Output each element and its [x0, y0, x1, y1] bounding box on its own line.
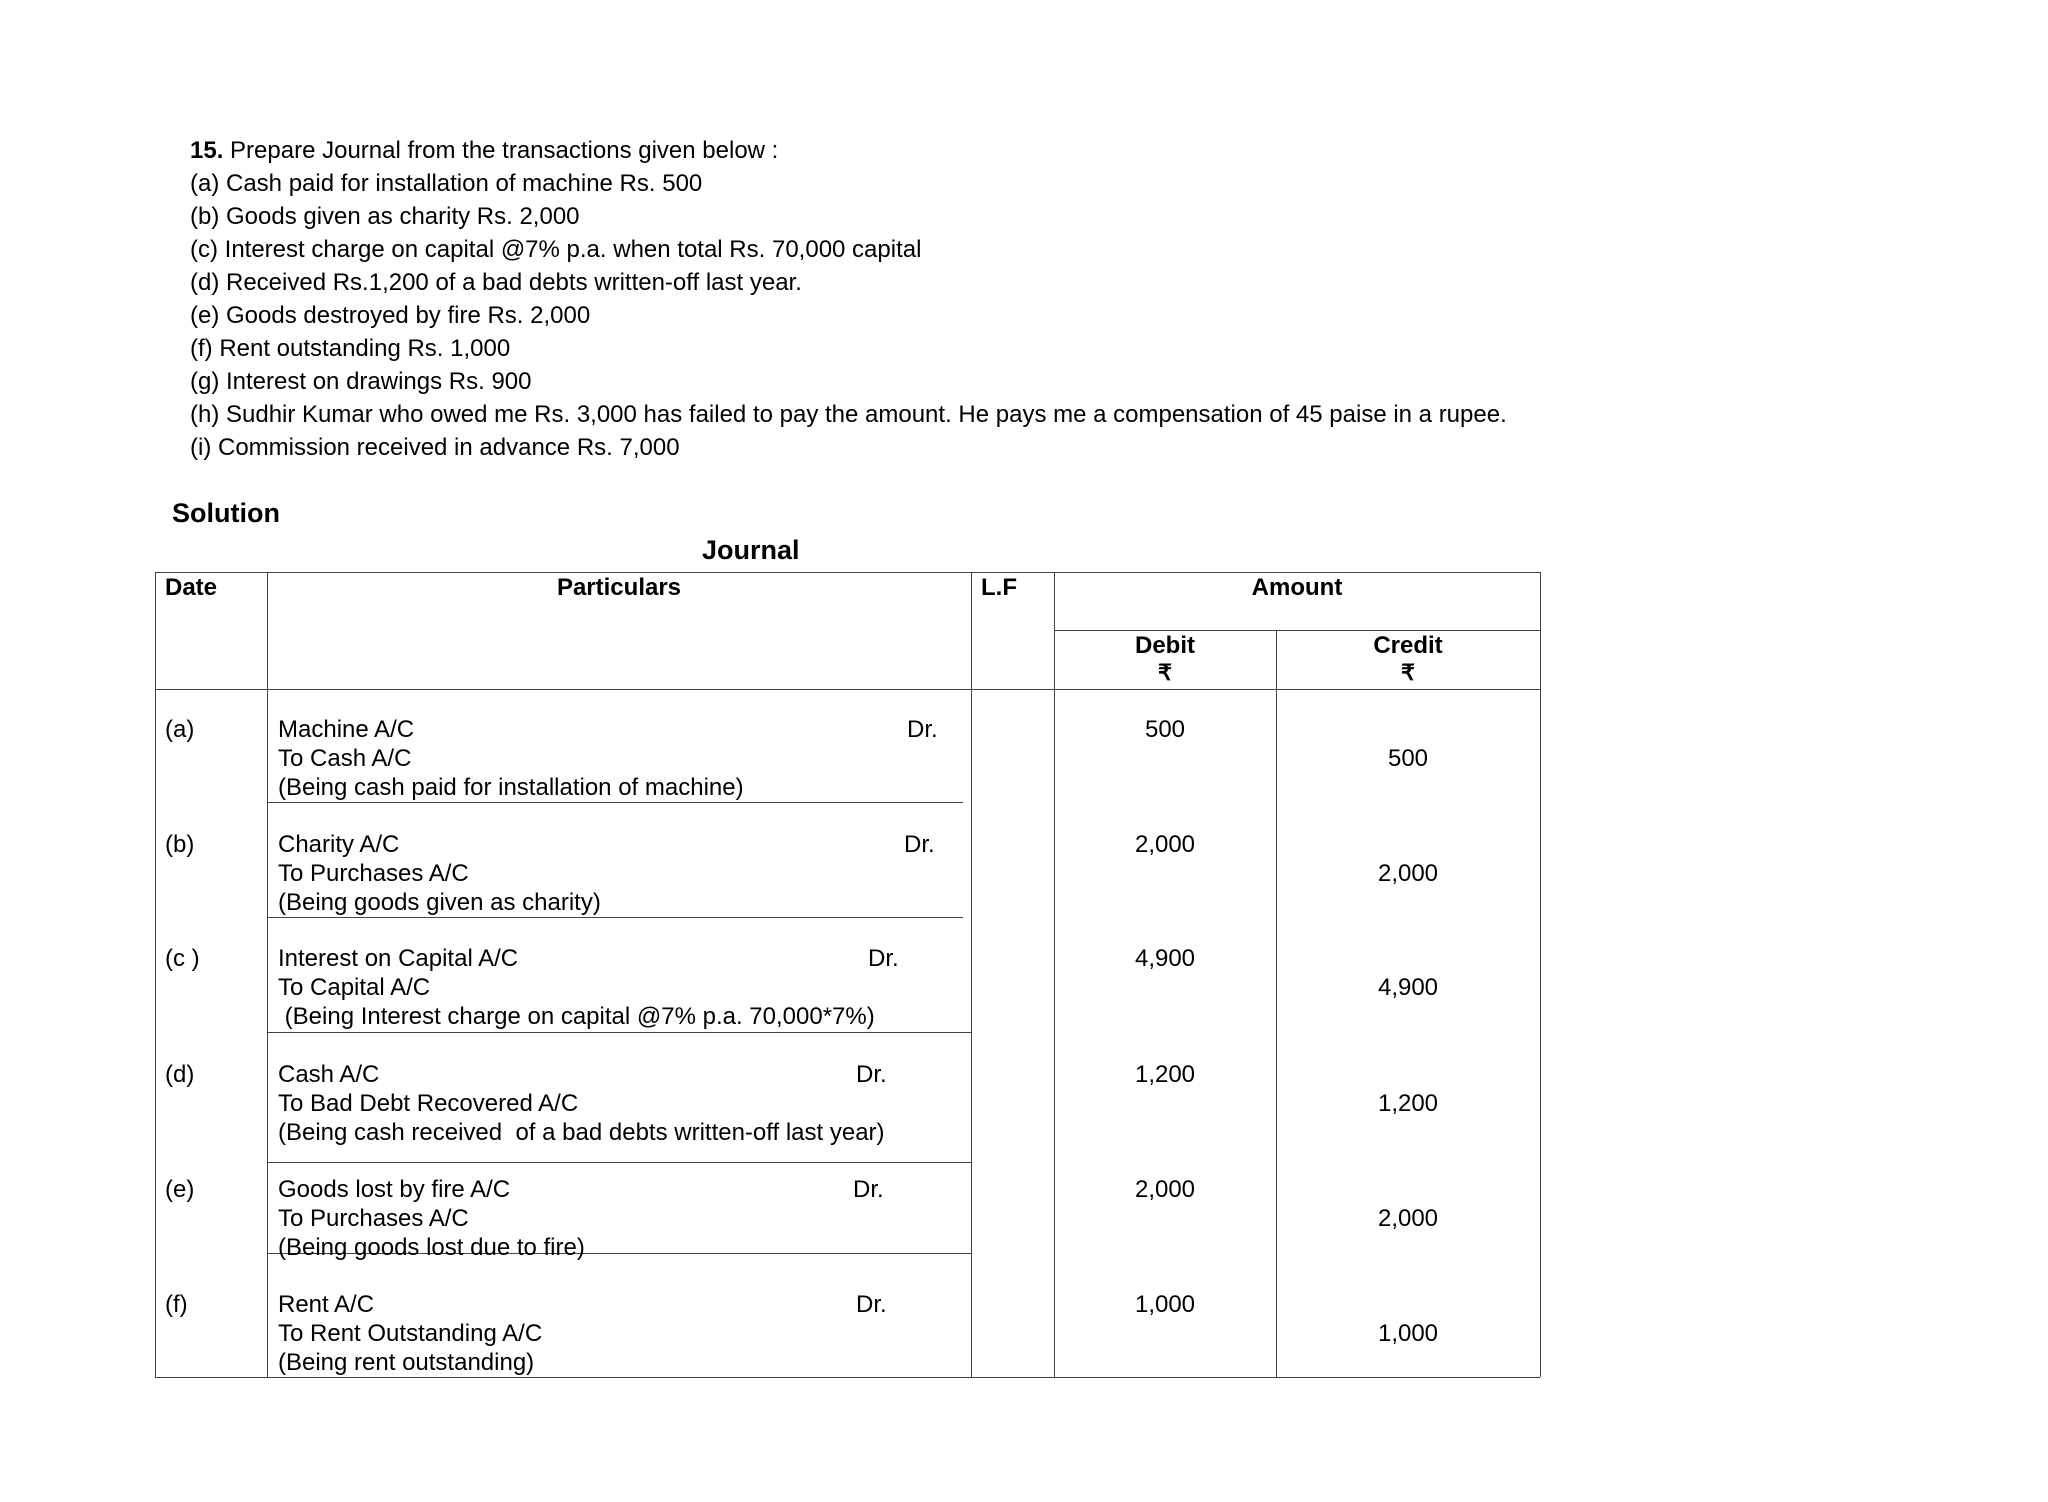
particulars-header: Particulars — [556, 574, 682, 601]
entry-debit-amount: 1,000 — [1134, 1291, 1196, 1318]
question-item: (d) Received Rs.1,200 of a bad debts written-off last year. — [190, 269, 802, 296]
entry-debit-account: Charity A/C — [278, 831, 400, 858]
entry-debit-account: Interest on Capital A/C — [278, 945, 519, 972]
rupee-icon: ₹ — [1158, 660, 1172, 685]
debit-header-label: Debit — [1135, 632, 1195, 659]
entry-date: (f) — [165, 1291, 188, 1318]
question-item: (h) Sudhir Kumar who owed me Rs. 3,000 has failed to pay the amount. He pays me a compensation of 45 paise in a rupee. — [190, 401, 1507, 428]
question-item: (c) Interest charge on capital @7% p.a. when total Rs. 70,000 capital — [190, 236, 922, 263]
entry-credit-amount: 500 — [1387, 745, 1429, 772]
entry-debit-account: Machine A/C — [278, 716, 415, 743]
question-number: 15. — [190, 137, 224, 164]
entry-credit-amount: 4,900 — [1377, 974, 1439, 1001]
credit-header-label: Credit — [1373, 632, 1443, 659]
entry-debit-account: Cash A/C — [278, 1061, 380, 1088]
entry-separator — [267, 802, 963, 803]
question-item: (f) Rent outstanding Rs. 1,000 — [190, 335, 511, 362]
header-bottom-rule — [155, 689, 1540, 690]
entry-dr-label: Dr. — [856, 1061, 887, 1088]
entry-debit-account: Goods lost by fire A/C — [278, 1176, 511, 1203]
question-intro-line — [190, 134, 1507, 167]
entry-debit-account: Rent A/C — [278, 1291, 375, 1318]
lf-header: L.F — [981, 574, 1017, 601]
entry-credit-account: To Capital A/C — [278, 974, 431, 1001]
amount-header: Amount — [1251, 574, 1343, 601]
particulars-column-divider — [971, 572, 972, 1377]
entry-narration: (Being rent outstanding) — [278, 1349, 535, 1376]
entry-date: (b) — [165, 831, 195, 858]
journal-table — [155, 572, 1540, 1377]
entry-narration: (Being goods lost due to fire) — [278, 1234, 585, 1261]
entry-credit-account: To Purchases A/C — [278, 860, 469, 887]
entry-credit-account: To Purchases A/C — [278, 1205, 469, 1232]
entry-narration: (Being goods given as charity) — [278, 889, 601, 916]
debit-header — [1054, 632, 1276, 686]
entry-debit-amount: 4,900 — [1134, 945, 1196, 972]
entry-dr-label: Dr. — [904, 831, 935, 858]
question-item: (e) Goods destroyed by fire Rs. 2,000 — [190, 302, 591, 329]
question-intro: Prepare Journal from the transactions given below : — [223, 137, 779, 164]
entry-dr-label: Dr. — [853, 1176, 884, 1203]
entry-credit-account: To Rent Outstanding A/C — [278, 1320, 543, 1347]
solution-heading: Solution — [172, 498, 280, 528]
entry-debit-amount: 1,200 — [1134, 1061, 1196, 1088]
entry-separator — [267, 917, 963, 918]
entry-separator — [267, 1032, 971, 1033]
entry-debit-amount: 2,000 — [1134, 831, 1196, 858]
entry-credit-account: To Bad Debt Recovered A/C — [278, 1090, 579, 1117]
entry-narration: (Being cash paid for installation of machine) — [278, 774, 744, 801]
entry-separator — [267, 1162, 971, 1163]
table-border-bottom-amount — [971, 1377, 1540, 1378]
entry-dr-label: Dr. — [856, 1291, 887, 1318]
amount-header-divider — [1054, 630, 1540, 631]
question-item: (b) Goods given as charity Rs. 2,000 — [190, 203, 580, 230]
table-border-right — [1540, 572, 1541, 1377]
entry-credit-amount: 1,200 — [1377, 1090, 1439, 1117]
entry-debit-amount: 500 — [1144, 716, 1186, 743]
table-border-top — [155, 572, 1540, 573]
entry-credit-amount: 2,000 — [1377, 1205, 1439, 1232]
table-border-bottom-date — [155, 1377, 267, 1378]
entry-credit-amount: 2,000 — [1377, 860, 1439, 887]
entry-date: (e) — [165, 1176, 195, 1203]
rupee-icon: ₹ — [1401, 660, 1415, 685]
entry-separator — [267, 1377, 971, 1378]
debit-credit-divider — [1276, 630, 1277, 1377]
entry-narration: (Being cash received of a bad debts written-off last year) — [278, 1119, 885, 1146]
entry-date: (d) — [165, 1061, 195, 1088]
entry-dr-label: Dr. — [868, 945, 899, 972]
entry-credit-account: To Cash A/C — [278, 745, 412, 772]
question-item: (g) Interest on drawings Rs. 900 — [190, 368, 532, 395]
journal-title: Journal — [702, 535, 800, 565]
date-column-divider — [267, 572, 268, 1377]
entry-dr-label: Dr. — [907, 716, 938, 743]
entry-date: (a) — [165, 716, 195, 743]
question-block — [190, 134, 1507, 464]
table-border-left — [155, 572, 156, 1377]
entry-date: (c ) — [165, 945, 200, 972]
question-item: (i) Commission received in advance Rs. 7,000 — [190, 434, 680, 461]
entry-credit-amount: 1,000 — [1377, 1320, 1439, 1347]
credit-header — [1276, 632, 1540, 686]
date-header: Date — [165, 574, 218, 601]
entry-debit-amount: 2,000 — [1134, 1176, 1196, 1203]
entry-narration: (Being Interest charge on capital @7% p.a. 70,000*7%) — [278, 1003, 875, 1030]
question-item: (a) Cash paid for installation of machine Rs. 500 — [190, 170, 703, 197]
lf-column-divider — [1054, 572, 1055, 1377]
